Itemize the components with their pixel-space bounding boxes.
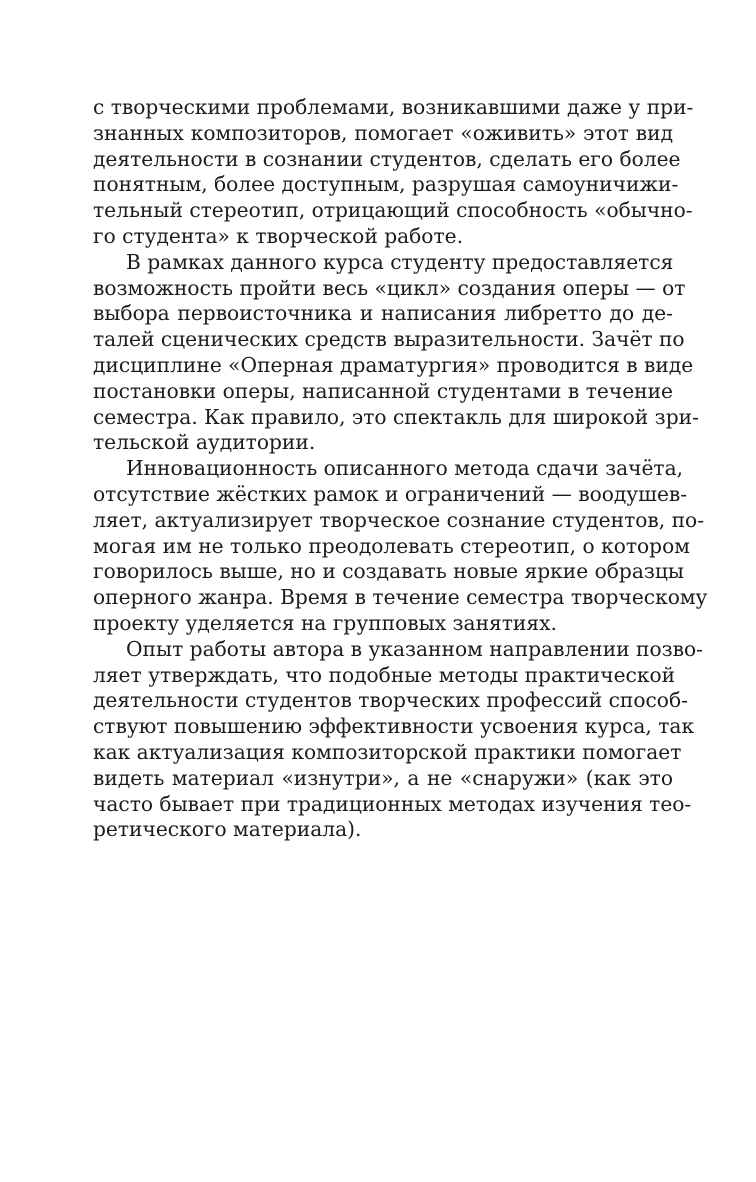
text-line: го студента» к творческой работе.	[93, 223, 463, 248]
body-text	[93, 95, 708, 843]
text-line: оперного жанра. Время в течение семестра творческому	[93, 585, 708, 610]
text-line: видеть материал «изнутри», а не «снаружи» (как это	[93, 765, 673, 790]
text-line: дисциплине «Оперная драматургия» проводится в виде	[93, 352, 694, 377]
text-line: как актуализация композиторской практики помогает	[93, 739, 682, 764]
text-line: Опыт работы автора в указанном направлении позво-	[126, 636, 703, 661]
paragraph	[93, 456, 708, 637]
text-line: Инновационность описанного метода сдачи зачёта,	[126, 456, 684, 481]
text-line: талей сценических средств выразительности. Зачёт по	[93, 327, 685, 352]
paragraph	[93, 249, 699, 456]
text-line: ляет, актуализирует творческое сознание студентов, по-	[93, 507, 705, 532]
text-line: деятельности студентов творческих профессий способ-	[93, 688, 688, 713]
text-line: отсутствие жёстких рамок и ограничений — воодушев-	[93, 481, 688, 506]
text-line: тельской аудитории.	[93, 430, 316, 455]
paragraph	[93, 95, 694, 250]
text-line: часто бывает при традиционных методах изучения тео-	[93, 791, 692, 816]
text-line: с творческими проблемами, возникавшими даже у при-	[93, 95, 694, 119]
text-line: В рамках данного курса студенту предоставляется	[126, 249, 674, 274]
text-line: проекту уделяется на групповых занятиях.	[93, 610, 557, 635]
text-line: могая им не только преодолевать стереотип, о котором	[93, 533, 690, 558]
text-line: возможность пройти весь «цикл» создания оперы — от	[93, 275, 686, 300]
text-line: выбора первоисточника и написания либретто до де-	[93, 301, 673, 326]
text-line: постановки оперы, написанной студентами в течение	[93, 378, 673, 403]
text-line: тельный стереотип, отрицающий способность «обычно-	[93, 198, 693, 223]
text-line: знанных композиторов, помогает «оживить» этот вид	[93, 120, 673, 145]
text-line: говорилось выше, но и создавать новые яркие образцы	[93, 559, 684, 584]
paragraph	[93, 636, 703, 843]
text-line: ствуют повышению эффективности усвоения курса, так	[93, 714, 695, 739]
text-line: ляет утверждать, что подобные методы практической	[93, 662, 676, 687]
text-line: ретического материала).	[93, 817, 362, 842]
text-line: семестра. Как правило, это спектакль для широкой зри-	[93, 404, 699, 429]
text-line: понятным, более доступным, разрушая самоуничижи-	[93, 172, 679, 197]
text-line: деятельности в сознании студентов, сделать его более	[93, 146, 681, 171]
